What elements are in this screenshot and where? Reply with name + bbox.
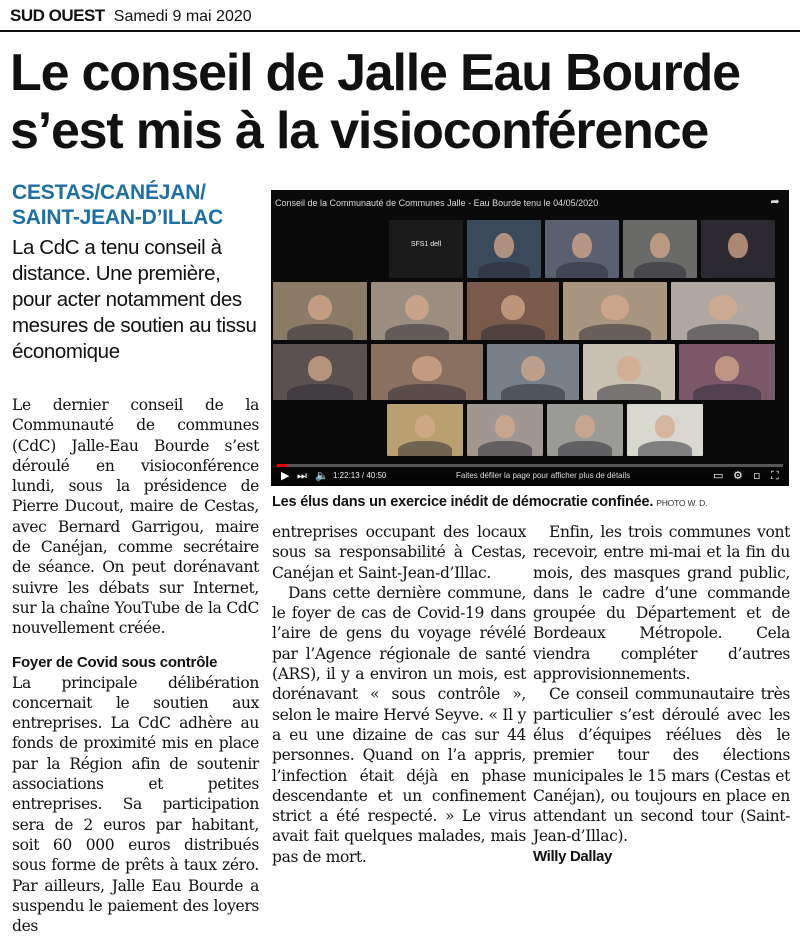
video-tile [545,220,619,278]
video-tile [487,344,579,400]
kicker-line: CESTAS/CANÉJAN/ [12,181,206,204]
video-tile [467,404,543,456]
subtitles-icon[interactable]: ▭ [713,469,724,482]
video-tile [389,220,463,278]
headline-line: Le conseil de Jalle Eau Bourde [10,44,740,102]
byline: Willy Dallay [533,847,613,865]
video-tile [563,282,667,340]
video-tile [371,282,463,340]
video-progress-fill [277,464,287,467]
tile-label: SFS1 dell [410,240,442,248]
video-tile [273,344,367,400]
article-column-2 [272,522,526,867]
caption-text: Les élus dans un exercice inédit de démocratie confinée. [272,494,654,510]
section-subhead: Foyer de Covid sous contrôle [12,653,218,671]
video-time: 1:22:13 / 40:50 [333,471,387,480]
article-photo [271,190,789,486]
video-tile [387,404,463,456]
share-icon: ➦ [770,195,780,208]
video-tile [467,220,541,278]
paragraph: Le dernier conseil de la Communauté de communes (CdC) Jalle-Eau Bourde s’est déroulé en visioconférence lundi, sous la présidence de Pierre Ducout, maire de Cestas, avec Bernard Garrigou, maire de Canéjan, comme secrétaire de séance. On peut dorénavant suivre les débats sur Internet, sur la chaîne YouTube de la CdC nouvellement créée. [12,396,259,638]
paragraph: La principale délibération concernait le soutien aux entreprises. La CdC adhère au fonds de proximité mis en place par la Région afin de soutenir associations et petites entreprises. Sa participation sera de 2 euros par habitant, soit 60 000 euros distribués sous forme de prêts à taux zéro. Par ailleurs, Jalle Eau Bourde a suspendu le paiement des loyers des [12,673,259,936]
photo-caption [272,493,792,512]
video-tile [679,344,775,400]
video-tile [467,282,559,340]
photo-credit: PHOTO W. D. [656,498,708,508]
paragraph: Ce conseil communautaire très particulier s’est déroulé avec les élus d’équipes réélues dès le premier tour des élections municipales le 15 mars (Cestas et Canéjan), ou toujours en place en attendant un second tour (Saint-Jean-d’Illac). [533,685,790,846]
video-tile [627,404,703,456]
publication-date: Samedi 9 mai 2020 [113,8,252,25]
scroll-hint: Faites défiler la page pour afficher plus de détails [456,471,631,480]
volume-icon[interactable]: 🔈 [315,469,329,482]
kicker-line: SAINT-JEAN-D’ILLAC [12,206,224,229]
video-tile [273,282,367,340]
paragraph: Dans cette dernière commune, le foyer de cas de Covid-19 dans l’aire de gens du voyage révélé par l’Agence régionale de santé (ARS), il y a environ un mois, est dorénavant « sous contrôle », selon le maire Hervé Seyve. « Il y a eu une dizaine de cas sur 44 personnes. Quand on l’a appris, l’infection était déjà en phase descendante et un confinement strict a été respecté. » Le virus avait fait quelques malades, mais pas de mort. [272,583,526,866]
standfirst: La CdC a tenu conseil à distance. Une première, pour acter notamment des mesures de soutien au tissu économique [12,236,257,363]
video-tile [701,220,775,278]
paragraph-continued: entreprises occupant des locaux sous sa responsabilité à Cestas, Canéjan et Saint-Jean-d’Illac. [272,523,526,582]
miniplayer-icon[interactable]: ▫ [753,469,761,482]
video-tile [671,282,775,340]
play-icon[interactable]: ▶ [281,469,290,482]
kicker [12,180,262,230]
paragraph: Enfin, les trois communes vont recevoir, entre mi-mai et la fin du mois, des masques grand public, dans le cadre d’une commande groupée du Département et de Bordeaux Métropole. Cela viendra compléter d’autres approvisionnements. [533,523,790,684]
video-controls [271,462,789,486]
video-tile [371,344,483,400]
article-column-1 [12,395,259,936]
article-column-3 [533,522,790,867]
headline-line: s’est mis à la visioconférence [10,102,709,160]
headline [10,44,790,160]
video-tile [623,220,697,278]
newspaper-brand: SUD OUEST [10,6,105,25]
fullscreen-icon[interactable]: ⛶ [771,469,779,482]
masthead-rule [0,30,800,32]
video-tile [583,344,675,400]
settings-icon[interactable]: ⚙ [733,469,743,482]
masthead [10,6,252,28]
video-tile [547,404,623,456]
video-progress-bar[interactable] [277,464,783,467]
next-icon[interactable]: ⏭ [297,469,307,482]
video-title: Conseil de la Communauté de Communes Jalle - Eau Bourde tenu le 04/05/2020 [275,198,599,208]
